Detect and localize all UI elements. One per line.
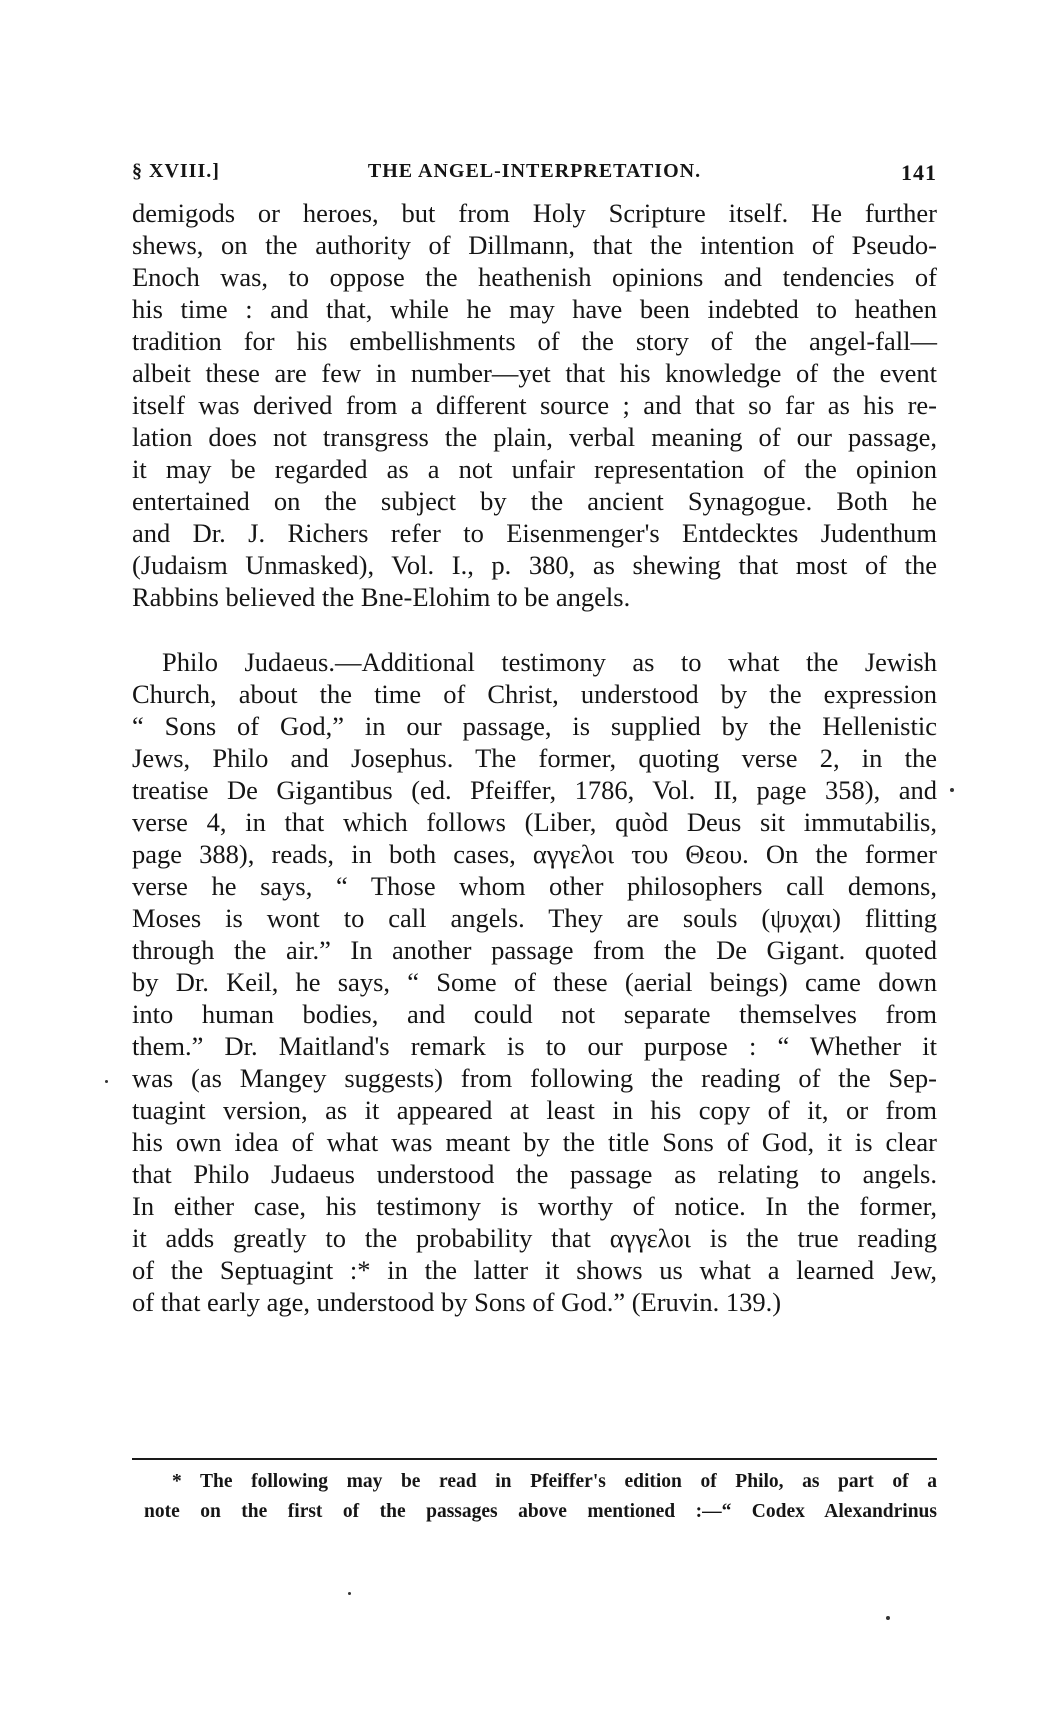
page-number: 141 xyxy=(901,160,937,185)
body-line: (Judaism Unmasked), Vol. I., p. 380, as shewing that most of the xyxy=(132,550,937,580)
body-line: that Philo Judaeus understood the passage as relating to angels. xyxy=(132,1159,937,1189)
body-line: into human bodies, and could not separate themselves from xyxy=(132,999,937,1029)
scan-speck xyxy=(886,1616,890,1620)
scan-speck xyxy=(105,1080,108,1083)
body-line: and Dr. J. Richers refer to Eisenmenger's Entdecktes Judenthum xyxy=(132,518,937,548)
running-title: THE ANGEL-INTERPRETATION. xyxy=(367,160,702,182)
section-heading-line: Philo Judaeus.—Additional testimony as to what the Jewish xyxy=(162,647,937,677)
body-line: page 388), reads, in both cases, αγγελοι του Θεου. On the former xyxy=(132,839,937,869)
body-line: it may be regarded as a not unfair representation of the opinion xyxy=(132,454,937,484)
body-line: his own idea of what was meant by the title Sons of God, it is clear xyxy=(132,1127,937,1157)
footnote-line: * The following may be read in Pfeiffer's edition of Philo, as part of a xyxy=(172,1471,937,1492)
body-line: Enoch was, to oppose the heathenish opinions and tendencies of xyxy=(132,262,937,292)
body-line: shews, on the authority of Dillmann, that the intention of Pseudo- xyxy=(132,230,937,260)
body-line: by Dr. Keil, he says, “ Some of these (aerial beings) came down xyxy=(132,967,937,997)
body-line: treatise De Gigantibus (ed. Pfeiffer, 1786, Vol. II, page 358), and xyxy=(132,775,937,805)
body-line: Jews, Philo and Josephus. The former, quoting verse 2, in the xyxy=(132,743,937,773)
body-line: his time : and that, while he may have been indebted to heathen xyxy=(132,294,937,324)
body-line: verse 4, in that which follows (Liber, quòd Deus sit immutabilis, xyxy=(132,807,937,837)
body-line: them.” Dr. Maitland's remark is to our purpose : “ Whether it xyxy=(132,1031,937,1061)
body-line: In either case, his testimony is worthy of notice. In the former, xyxy=(132,1191,937,1221)
section-marker: § XVIII.] xyxy=(132,160,220,182)
running-head xyxy=(132,160,937,190)
body-line: itself was derived from a different source ; and that so far as his re- xyxy=(132,390,937,420)
body-line: through the air.” In another passage from the De Gigant. quoted xyxy=(132,935,937,965)
body-line: “ Sons of God,” in our passage, is supplied by the Hellenistic xyxy=(132,711,937,741)
body-line: verse he says, “ Those whom other philosophers call demons, xyxy=(132,871,937,901)
body-line: demigods or heroes, but from Holy Scripture itself. He further xyxy=(132,198,937,228)
body-line: albeit these are few in number—yet that his knowledge of the event xyxy=(132,358,937,388)
body-line: Church, about the time of Christ, understood by the expression xyxy=(132,679,937,709)
body-line: of the Septuagint :* in the latter it shows us what a learned Jew, xyxy=(132,1255,937,1285)
body-line: of that early age, understood by Sons of God.” (Eruvin. 139.) xyxy=(132,1287,782,1317)
body-line: tradition for his embellishments of the story of the angel-fall— xyxy=(132,326,937,356)
body-line: Moses is wont to call angels. They are souls (ψυχαι) flitting xyxy=(132,903,937,933)
body-line: was (as Mangey suggests) from following the reading of the Sep- xyxy=(132,1063,937,1093)
body-line: it adds greatly to the probability that αγγελοι is the true reading xyxy=(132,1223,937,1253)
body-line: tuagint version, as it appeared at least in his copy of it, or from xyxy=(132,1095,937,1125)
footnote-line: note on the first of the passages above mentioned :—“ Codex Alexandrinus xyxy=(144,1501,937,1522)
scan-speck xyxy=(348,1592,351,1595)
body-line: Rabbins believed the Bne-Elohim to be angels. xyxy=(132,582,631,612)
scan-speck xyxy=(950,788,954,792)
body-line: entertained on the subject by the ancient Synagogue. Both he xyxy=(132,486,937,516)
footnote-divider xyxy=(132,1458,937,1460)
body-line: lation does not transgress the plain, verbal meaning of our passage, xyxy=(132,422,937,452)
